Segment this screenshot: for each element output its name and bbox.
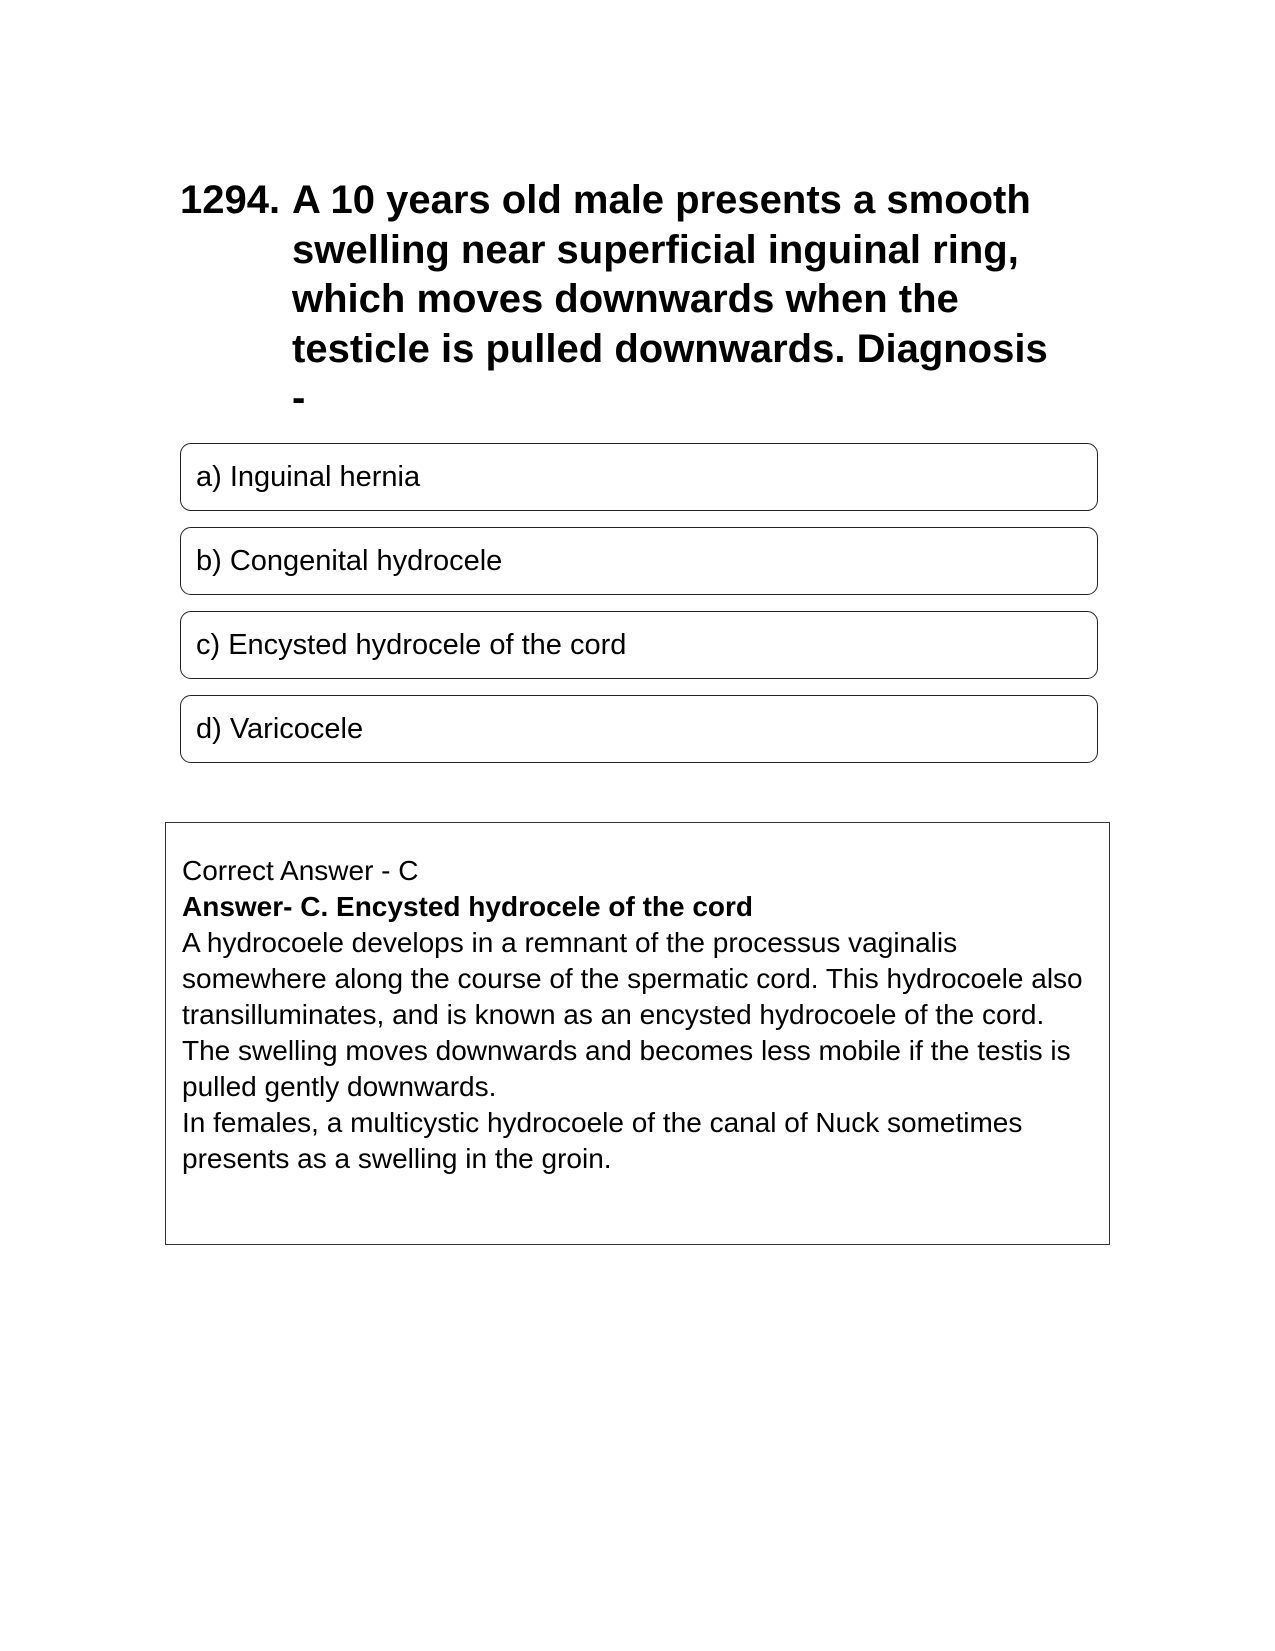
question-number: 1294. bbox=[180, 178, 281, 222]
explanation-paragraph: The swelling moves downwards and becomes less mobile if the testis is pulled gently downwards. bbox=[182, 1035, 1071, 1102]
question bbox=[180, 176, 1105, 424]
explanation-paragraph: A hydrocoele develops in a remnant of the processus vaginalis somewhere along the course of the spermatic cord. This hydrocoele also transilluminates, and is known as an encysted hydrocoele of the cord. bbox=[182, 927, 1083, 1030]
option-a[interactable]: a) Inguinal hernia bbox=[180, 443, 1098, 511]
option-d[interactable]: d) Varicocele bbox=[180, 695, 1098, 763]
option-b[interactable]: b) Congenital hydrocele bbox=[180, 527, 1098, 595]
correct-answer-line: Correct Answer - C bbox=[182, 855, 419, 886]
question-text: A 10 years old male presents a smooth swelling near superficial inguinal ring, which moves downwards when the testicle is pulled downwards. Diagnosis - bbox=[292, 178, 1048, 420]
explanation-paragraph: In females, a multicystic hydrocoele of the canal of Nuck sometimes presents as a swelling in the groin. bbox=[182, 1107, 1023, 1174]
options-list bbox=[180, 443, 1098, 779]
answer-explanation-box bbox=[165, 822, 1110, 1245]
answer-heading: Answer- C. Encysted hydrocele of the cord bbox=[182, 891, 754, 922]
option-c[interactable]: c) Encysted hydrocele of the cord bbox=[180, 611, 1098, 679]
